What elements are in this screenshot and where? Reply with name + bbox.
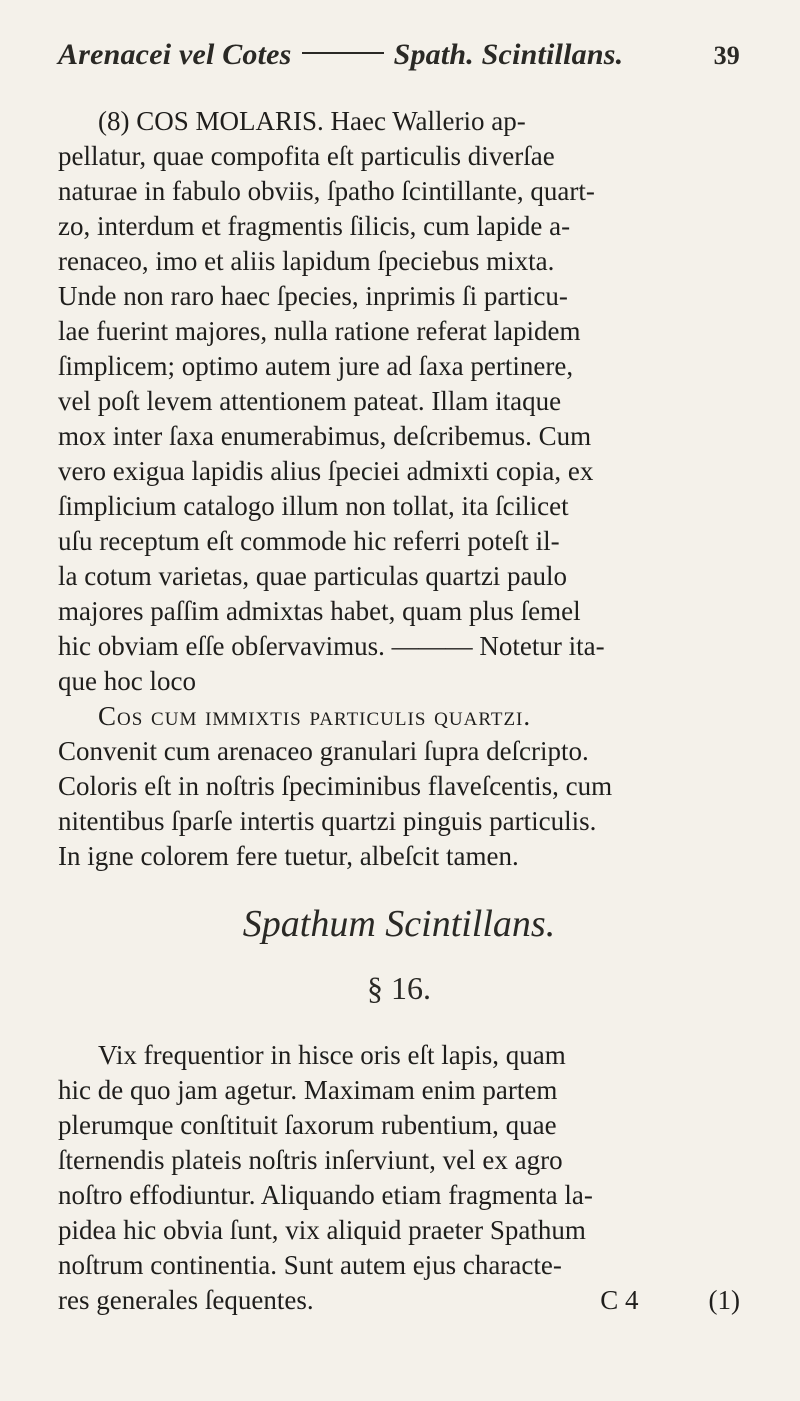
running-head-right: Spath. Scintillans. [393, 38, 624, 71]
text-line: In igne colorem fere tuetur, albeſcit tamen. [58, 841, 519, 871]
text-line: pidea hic obvia ſunt, vix aliquid praeter Spathum [58, 1215, 586, 1245]
text-line: naturae in fabulo obviis, ſpatho ſcintillante, quart- [58, 176, 595, 206]
text-line: ſternendis plateis noſtris inſerviunt, vel ex agro [58, 1145, 563, 1175]
text-line: renaceo, imo et aliis lapidum ſpeciebus mixta. [58, 246, 555, 276]
text-line: (8) COS MOLARIS. Haec Wallerio ap- [98, 106, 526, 136]
text-line: nitentibus ſparſe intertis quartzi pinguis particulis. [58, 806, 597, 836]
text-line: vero exigua lapidis alius ſpeciei admixti copia, ex [58, 456, 594, 486]
text-line: ſimplicem; optimo autem jure ad ſaxa pertinere, [58, 351, 574, 381]
text-line: Coloris eſt in noſtris ſpeciminibus flaveſcentis, cum [58, 771, 613, 801]
signature-mark: C 4 [600, 1285, 639, 1315]
page-number: 39 [713, 41, 740, 70]
section-number: § 16. [367, 970, 431, 1006]
text-line: lae fuerint majores, nulla ratione referat lapidem [58, 316, 581, 346]
paragraph-cos-quartzi [58, 699, 740, 874]
last-text-line: res generales ſequentes. [58, 1285, 314, 1315]
paragraph-cos-molaris [58, 104, 740, 699]
text-line: Convenit cum arenaceo granulari ſupra deſcripto. [58, 736, 589, 766]
text-line: vel poſt levem attentionem pateat. Illam itaque [58, 386, 562, 416]
text-line: Vix frequentior in hisce oris eſt lapis, quam [98, 1040, 566, 1070]
text-line: la cotum varietas, quae particulas quartzi paulo [58, 561, 568, 591]
text-line: noſtro effodiuntur. Aliquando etiam fragmenta la- [58, 1180, 593, 1210]
paragraph-spathum [58, 1038, 740, 1283]
text-line: pellatur, quae compofita eſt particulis diverſae [58, 141, 555, 171]
catchword: (1) [708, 1285, 740, 1315]
text-line: hic obviam eſſe obſervavimus. ——— Notetur ita- [58, 631, 605, 661]
running-head-dash [302, 52, 384, 54]
text-line: que hoc loco [58, 666, 196, 696]
running-head [58, 38, 740, 78]
text-line: noſtrum continentia. Sunt autem ejus characte- [58, 1250, 562, 1280]
text-line: Unde non raro haec ſpecies, inprimis ſi particu- [58, 281, 568, 311]
page-footer [58, 1283, 740, 1318]
text-line: mox inter ſaxa enumerabimus, deſcribemus. Cum [58, 421, 592, 451]
text-line: hic de quo jam agetur. Maximam enim partem [58, 1075, 558, 1105]
text-line: uſu receptum eſt commode hic referri poteſt il- [58, 526, 560, 556]
text-line: plerumque conſtituit ſaxorum rubentium, quae [58, 1110, 557, 1140]
variety-heading: Cos cum immixtis particulis quartzi. [98, 701, 532, 731]
text-line: ſimplicium catalogo illum non tollat, ita ſcilicet [58, 491, 569, 521]
section-title: Spathum Scintillans. [242, 903, 556, 945]
running-head-left: Arenacei vel Cotes [58, 38, 292, 71]
text-line: majores paſſim admixtas habet, quam plus ſemel [58, 596, 581, 626]
text-line: zo, interdum et fragmentis ſilicis, cum lapide a- [58, 211, 571, 241]
